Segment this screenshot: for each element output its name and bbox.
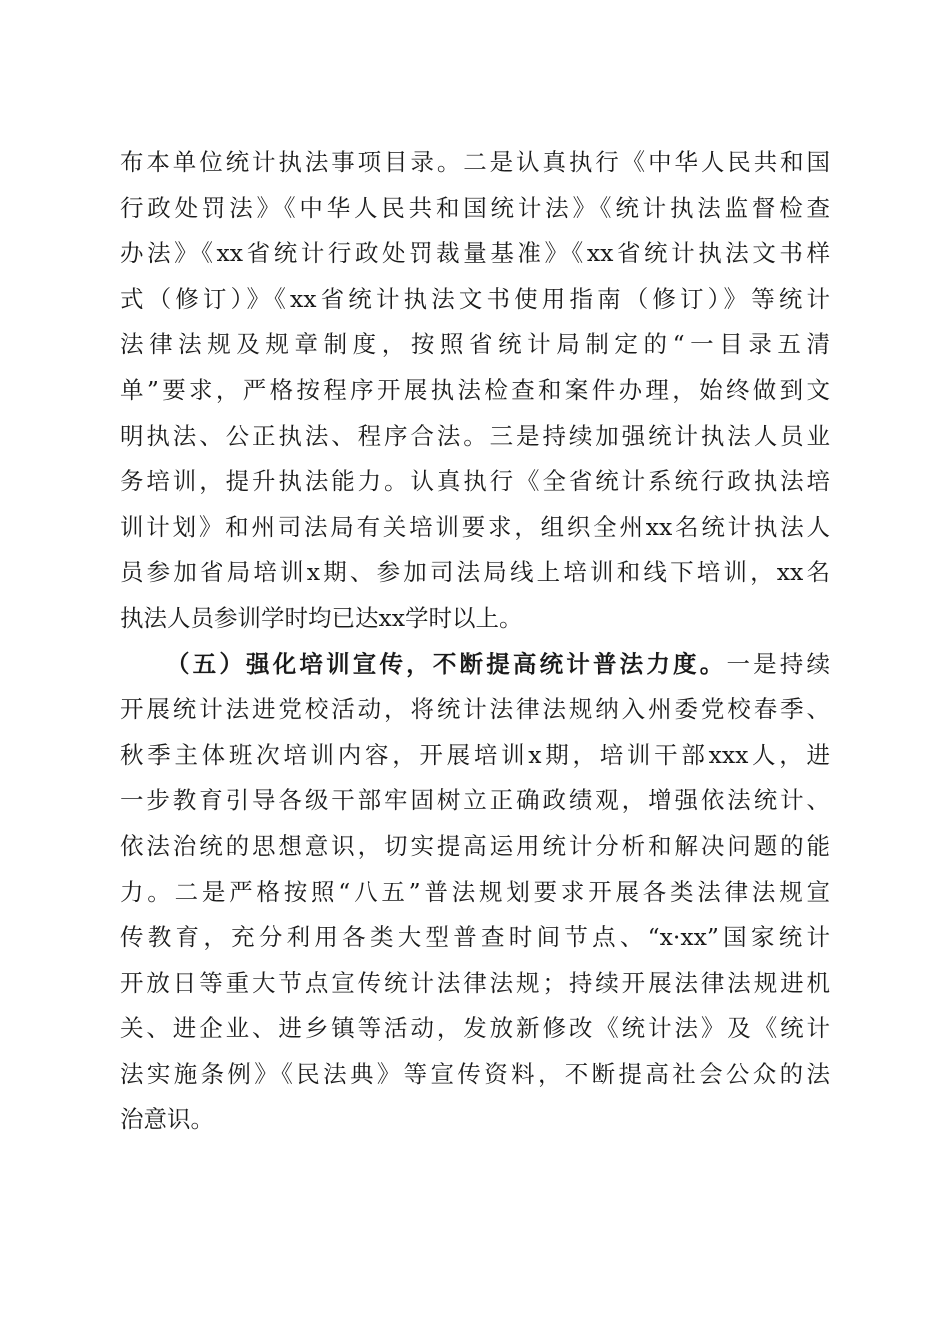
text-line: 法实施条例》《民法典》等宣传资料，不断提高社会公众的法 xyxy=(120,1059,830,1088)
text-line: 务培训，提升执法能力。认真执行《全省统计系统行政执法培 xyxy=(120,467,830,496)
paragraph-training-publicity xyxy=(120,642,830,1144)
text-line: 员参加省局培训x期、参加司法局线上培训和线下培训，xx名 xyxy=(120,558,830,587)
text-line: 力。二是严格按照“八五”普法规划要求开展各类法律法规宣 xyxy=(120,877,830,906)
section-heading: （五）强化培训宣传，不断提高统计普法力度。 xyxy=(166,649,727,678)
text-line: 传教育，充分利用各类大型普查时间节点、“x·xx”国家统计 xyxy=(120,923,830,952)
text-line: 开放日等重大节点宣传统计法律法规；持续开展法律法规进机 xyxy=(120,968,830,997)
text-line: 一步教育引导各级干部牢固树立正确政绩观，增强依法统计、 xyxy=(120,786,830,815)
heading-continuation: 一是持续 xyxy=(726,649,830,678)
text-line: 执法人员参训学时均已达xx学时以上。 xyxy=(120,603,523,632)
text-line: 办法》《xx省统计行政处罚裁量基准》《xx省统计执法文书样 xyxy=(120,239,830,268)
text-line: 明执法、公正执法、程序合法。三是持续加强统计执法人员业 xyxy=(120,421,830,450)
text-line: 训计划》和州司法局有关培训要求，组织全州xx名统计执法人 xyxy=(120,512,830,541)
text-line xyxy=(120,642,830,688)
text-line: 开展统计法进党校活动，将统计法律法规纳入州委党校春季、 xyxy=(120,695,830,724)
text-line: 秋季主体班次培训内容，开展培训x期，培训干部xxx人，进 xyxy=(120,740,830,769)
text-line: 依法治统的思想意识，切实提高运用统计分析和解决问题的能 xyxy=(120,831,830,860)
text-line: 法律法规及规章制度，按照省统计局制定的“一目录五清 xyxy=(120,330,830,359)
text-line: 单”要求，严格按程序开展执法检查和案件办理，始终做到文 xyxy=(120,375,830,404)
paragraph-law-enforcement xyxy=(120,140,830,642)
text-line: 行政处罚法》《中华人民共和国统计法》《统计执法监督检查 xyxy=(120,193,830,222)
text-line: 式（修订）》《xx省统计执法文书使用指南（修订）》等统计 xyxy=(120,284,830,313)
text-line: 治意识。 xyxy=(120,1105,214,1134)
text-line: 布本单位统计执法事项目录。二是认真执行《中华人民共和国 xyxy=(120,148,830,176)
text-line: 关、进企业、进乡镇等活动，发放新修改《统计法》及《统计 xyxy=(120,1014,830,1043)
document-page xyxy=(120,140,830,1143)
